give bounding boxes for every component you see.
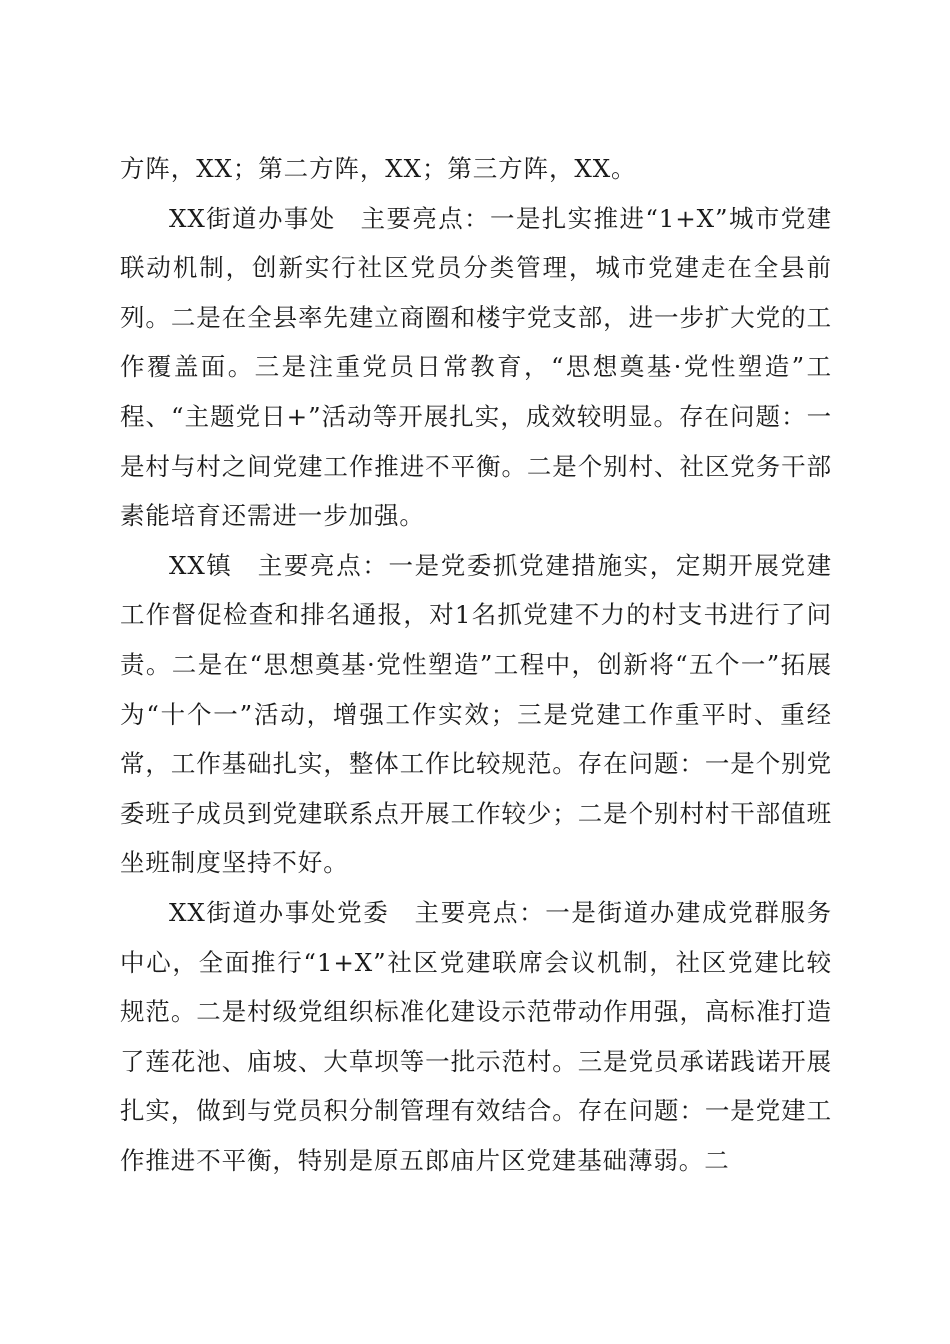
paragraph-text: 方阵，XX；第二方阵，XX；第三方阵，XX。 — [120, 154, 637, 183]
paragraph-text: 主要亮点：一是街道办建成党群服务中心，全面推行“1+X”社区党建联席会议机制，社区党建比较规范。二是村级党组织标准化建设示范带动作用强，高标准打造了莲花池、庙坡、大草坝等一批示范村。三是党员承诺践诺开展扎实，做到与党员积分制管理有效结合。存在问题：一是党建工作推进不平衡，特别是原五郎庙片区党建基础薄弱。二 — [120, 897, 832, 1175]
paragraph-heading: XX街道办事处 — [169, 203, 336, 233]
paragraph-text: 主要亮点：一是党委抓党建措施实，定期开展党建工作督促检查和排名通报，对1名抓党建不力的村支书进行了问责。二是在“思想奠基·党性塑造”工程中，创新将“五个一”拓展为“十个一”活动，增强工作实效；三是党建工作重平时、重经常，工作基础扎实，整体工作比较规范。存在问题：一是个别党委班子成员到党建联系点开展工作较少；二是个别村村干部值班坐班制度坚持不好。 — [120, 550, 832, 878]
paragraph-continuation — [120, 144, 832, 194]
paragraph-street-office — [120, 194, 832, 541]
paragraph-town — [120, 541, 832, 888]
paragraph-heading: XX镇 — [169, 550, 233, 580]
paragraph-heading: XX街道办事处党委 — [169, 897, 390, 927]
paragraph-street-office-party-committee — [120, 888, 832, 1186]
paragraph-text: 主要亮点：一是扎实推进“1+X”城市党建联动机制，创新实行社区党员分类管理，城市党建走在全县前列。二是在全县率先建立商圈和楼宇党支部，进一步扩大党的工作覆盖面。三是注重党员日常教育，“思想奠基·党性塑造”工程、“主题党日+”活动等开展扎实，成效较明显。存在问题：一是村与村之间党建工作推进不平衡。二是个别村、社区党务干部素能培育还需进一步加强。 — [120, 203, 832, 531]
document-body — [120, 144, 832, 1185]
